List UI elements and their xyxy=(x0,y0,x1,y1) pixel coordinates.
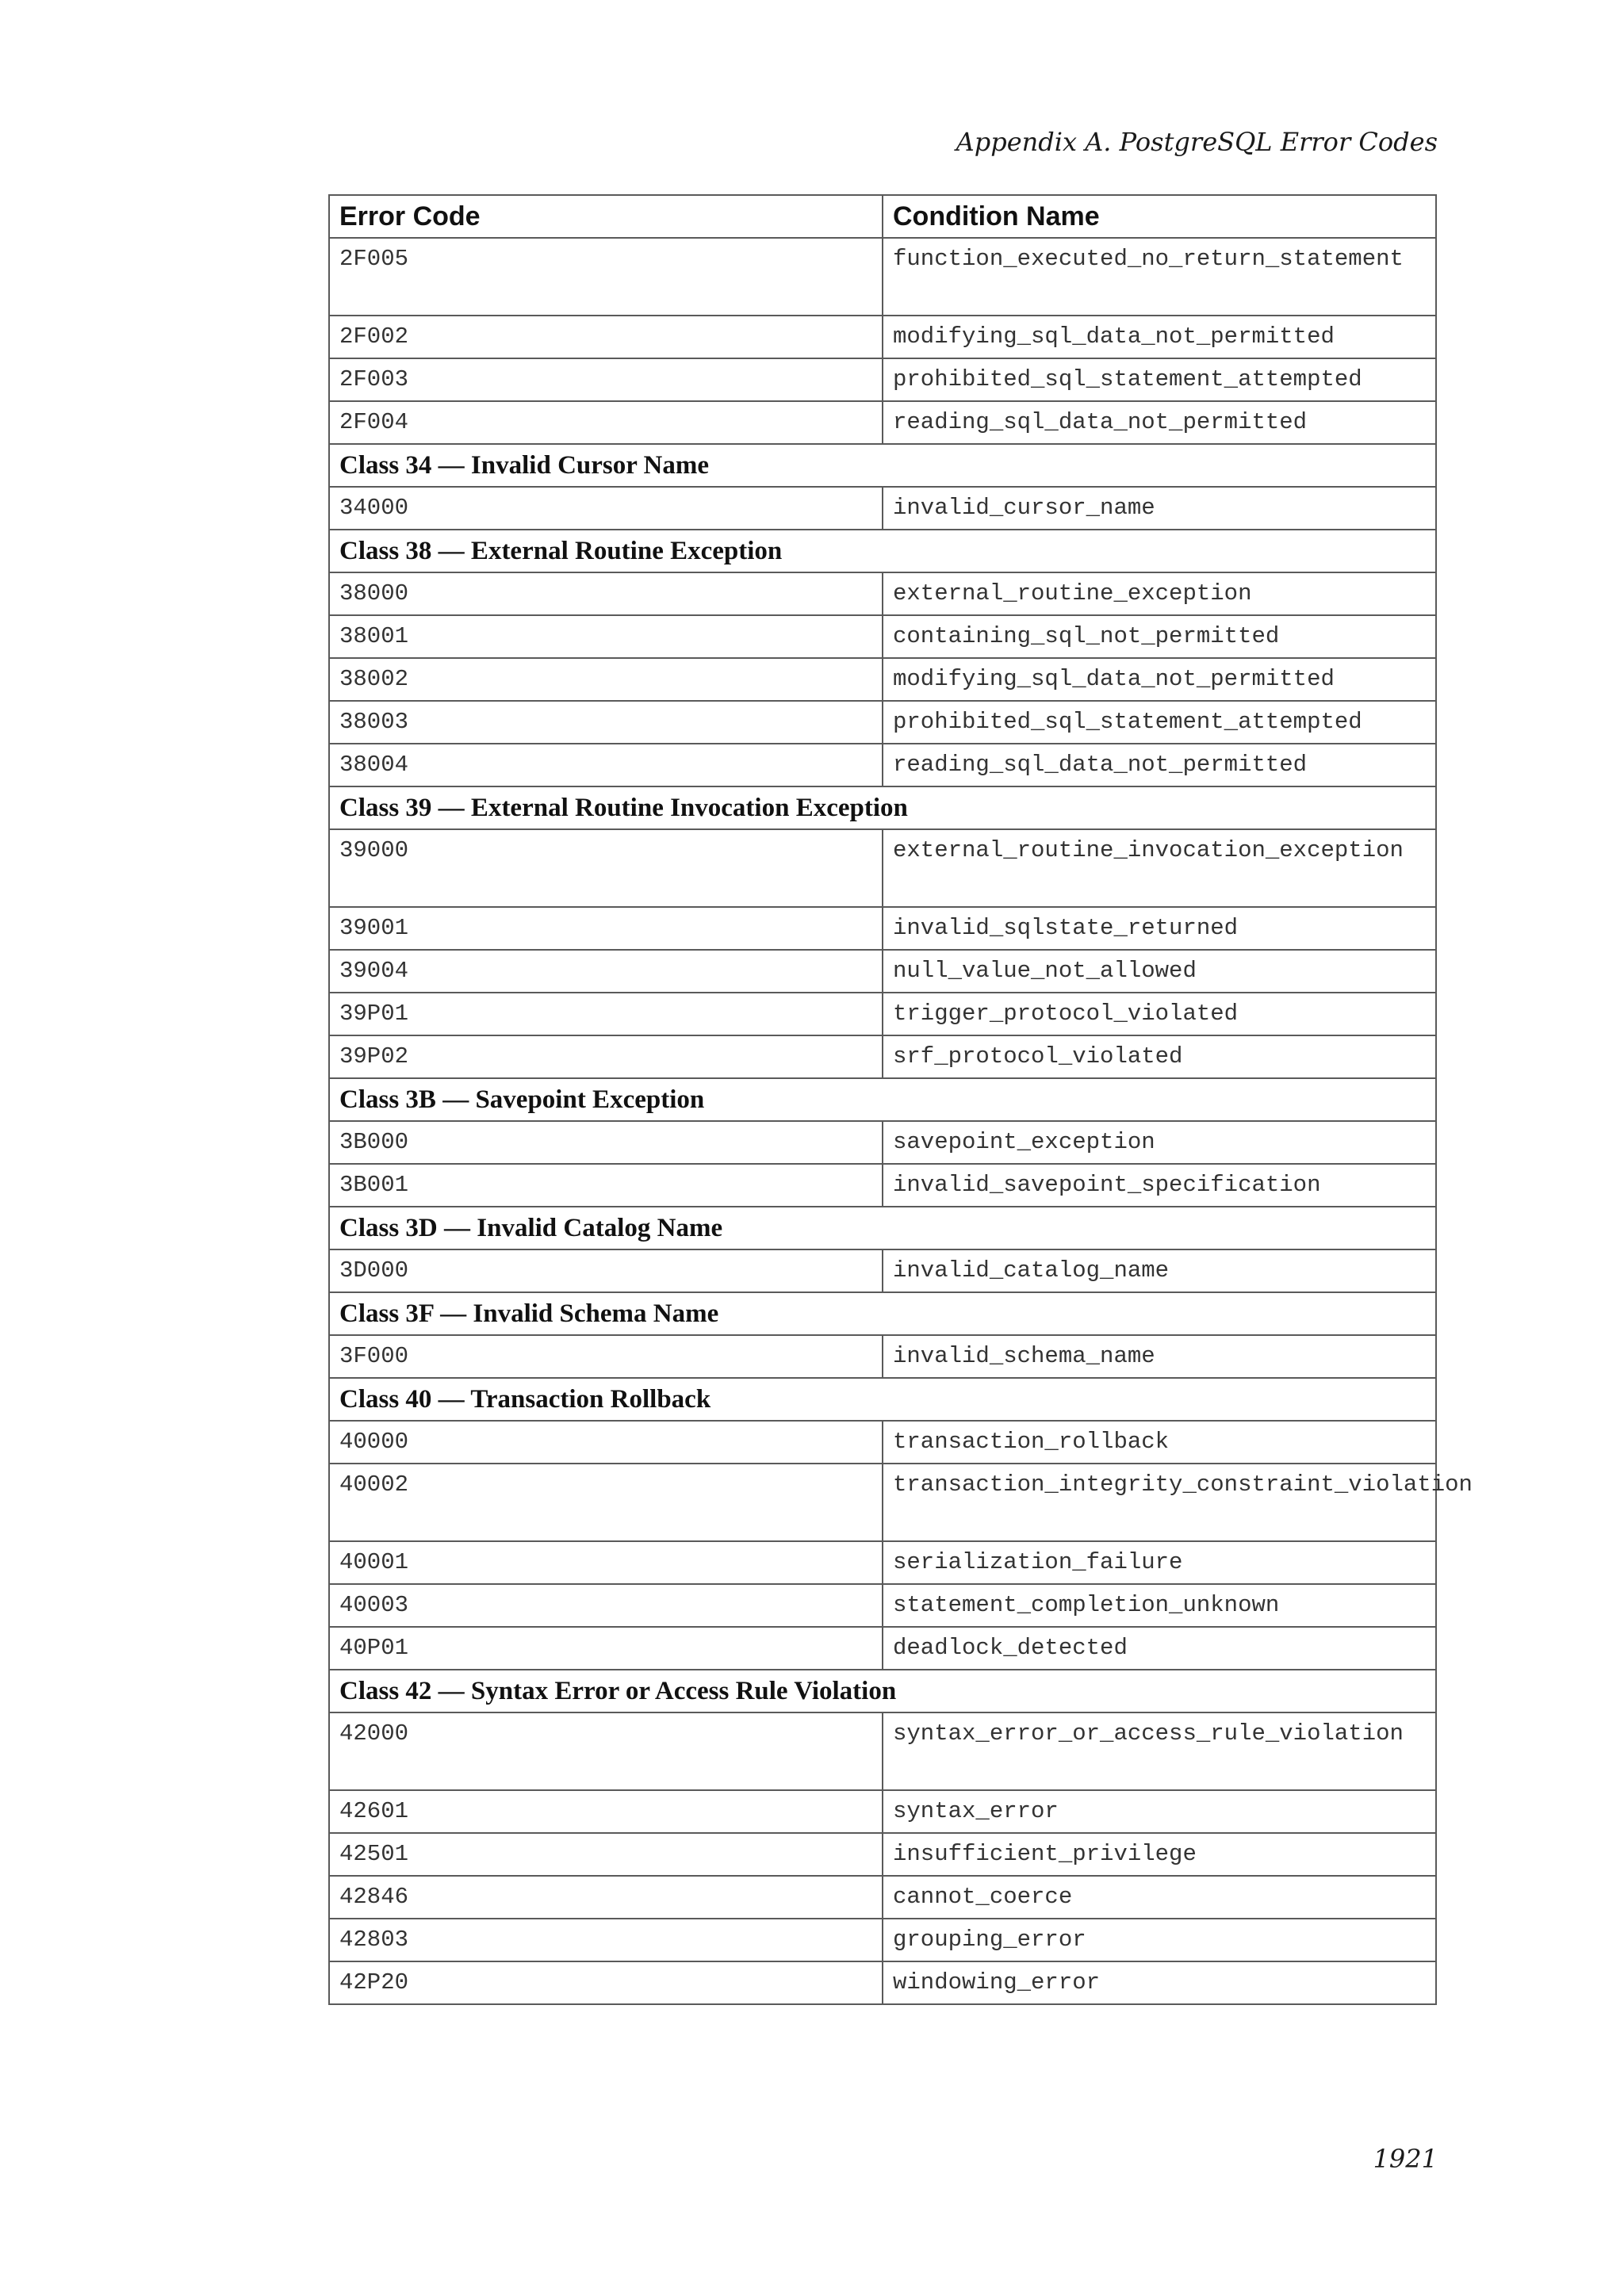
error-code-cell: 40001 xyxy=(329,1541,883,1584)
condition-name-cell: reading_sql_data_not_permitted xyxy=(883,744,1436,786)
condition-name-cell: deadlock_detected xyxy=(883,1627,1436,1670)
table-row xyxy=(329,1584,1436,1627)
condition-name-cell: syntax_error_or_access_rule_violation xyxy=(883,1712,1436,1790)
table-row xyxy=(329,1035,1436,1078)
condition-name-cell: external_routine_invocation_exception xyxy=(883,829,1436,907)
class-heading: Class 39 — External Routine Invocation Exception xyxy=(329,786,1436,829)
table-header-row xyxy=(329,195,1436,238)
condition-name-cell: syntax_error xyxy=(883,1790,1436,1833)
error-code-cell: 38003 xyxy=(329,701,883,744)
table-row xyxy=(329,401,1436,444)
condition-name-cell: serialization_failure xyxy=(883,1541,1436,1584)
condition-name-cell: statement_completion_unknown xyxy=(883,1584,1436,1627)
condition-name-cell: prohibited_sql_statement_attempted xyxy=(883,358,1436,401)
condition-name-cell: null_value_not_allowed xyxy=(883,950,1436,993)
table-row xyxy=(329,1541,1436,1584)
table-row xyxy=(329,358,1436,401)
class-heading: Class 3B — Savepoint Exception xyxy=(329,1078,1436,1121)
page-number: 1921 xyxy=(1373,2144,1438,2174)
error-code-cell: 39P01 xyxy=(329,993,883,1035)
condition-name-cell: modifying_sql_data_not_permitted xyxy=(883,316,1436,358)
class-heading: Class 34 — Invalid Cursor Name xyxy=(329,444,1436,487)
table-row xyxy=(329,1464,1436,1541)
column-header-error-code: Error Code xyxy=(329,195,883,238)
error-code-cell: 3D000 xyxy=(329,1249,883,1292)
class-heading-row xyxy=(329,786,1436,829)
condition-name-cell: transaction_integrity_constraint_violation xyxy=(883,1464,1436,1541)
class-heading-row xyxy=(329,1670,1436,1712)
table-row xyxy=(329,572,1436,615)
class-heading-row xyxy=(329,1078,1436,1121)
error-code-cell: 42803 xyxy=(329,1919,883,1961)
error-codes-table xyxy=(328,194,1473,2005)
error-code-cell: 40003 xyxy=(329,1584,883,1627)
error-code-cell: 2F004 xyxy=(329,401,883,444)
class-heading-row xyxy=(329,530,1436,572)
table-row xyxy=(329,829,1436,907)
table-row xyxy=(329,238,1436,316)
table-row xyxy=(329,1790,1436,1833)
error-code-cell: 38004 xyxy=(329,744,883,786)
error-code-cell: 40000 xyxy=(329,1421,883,1464)
table-row xyxy=(329,615,1436,658)
column-header-condition-name: Condition Name xyxy=(883,195,1436,238)
table-row xyxy=(329,1833,1436,1876)
class-heading: Class 3F — Invalid Schema Name xyxy=(329,1292,1436,1335)
table-row xyxy=(329,1627,1436,1670)
table-row xyxy=(329,1335,1436,1378)
condition-name-cell: external_routine_exception xyxy=(883,572,1436,615)
error-code-cell: 42601 xyxy=(329,1790,883,1833)
condition-name-cell: prohibited_sql_statement_attempted xyxy=(883,701,1436,744)
condition-name-cell: invalid_schema_name xyxy=(883,1335,1436,1378)
error-code-cell: 40002 xyxy=(329,1464,883,1541)
condition-name-cell: transaction_rollback xyxy=(883,1421,1436,1464)
class-heading-row xyxy=(329,444,1436,487)
class-heading: Class 38 — External Routine Exception xyxy=(329,530,1436,572)
table-row xyxy=(329,1249,1436,1292)
condition-name-cell: cannot_coerce xyxy=(883,1876,1436,1919)
table-row xyxy=(329,1421,1436,1464)
table-row xyxy=(329,907,1436,950)
table-row xyxy=(329,316,1436,358)
condition-name-cell: trigger_protocol_violated xyxy=(883,993,1436,1035)
error-code-cell: 42846 xyxy=(329,1876,883,1919)
table-row xyxy=(329,1712,1436,1790)
condition-name-cell: invalid_catalog_name xyxy=(883,1249,1436,1292)
running-header: Appendix A. PostgreSQL Error Codes xyxy=(956,127,1438,157)
error-code-cell: 3B001 xyxy=(329,1164,883,1207)
condition-name-cell: reading_sql_data_not_permitted xyxy=(883,401,1436,444)
error-code-cell: 42P20 xyxy=(329,1961,883,2004)
condition-name-cell: modifying_sql_data_not_permitted xyxy=(883,658,1436,701)
table-row xyxy=(329,744,1436,786)
condition-name-cell: srf_protocol_violated xyxy=(883,1035,1436,1078)
error-code-cell: 42501 xyxy=(329,1833,883,1876)
error-code-cell: 2F002 xyxy=(329,316,883,358)
condition-name-cell: function_executed_no_return_statement xyxy=(883,238,1436,316)
error-code-cell: 39004 xyxy=(329,950,883,993)
condition-name-cell: containing_sql_not_permitted xyxy=(883,615,1436,658)
class-heading: Class 40 — Transaction Rollback xyxy=(329,1378,1436,1421)
table-header xyxy=(329,195,1436,238)
error-code-cell: 34000 xyxy=(329,487,883,530)
table-body xyxy=(329,238,1473,2004)
error-code-cell: 40P01 xyxy=(329,1627,883,1670)
table-row xyxy=(329,1961,1436,2004)
condition-name-cell: invalid_cursor_name xyxy=(883,487,1436,530)
class-heading: Class 42 — Syntax Error or Access Rule Violation xyxy=(329,1670,1436,1712)
table-row xyxy=(329,487,1436,530)
table-row xyxy=(329,1876,1436,1919)
class-heading-row xyxy=(329,1292,1436,1335)
condition-name-cell: windowing_error xyxy=(883,1961,1436,2004)
class-heading-row xyxy=(329,1378,1436,1421)
error-code-cell: 38001 xyxy=(329,615,883,658)
condition-name-cell: grouping_error xyxy=(883,1919,1436,1961)
table-row xyxy=(329,1164,1436,1207)
condition-name-cell: insufficient_privilege xyxy=(883,1833,1436,1876)
error-code-cell: 3B000 xyxy=(329,1121,883,1164)
error-code-cell: 2F003 xyxy=(329,358,883,401)
error-code-cell: 39001 xyxy=(329,907,883,950)
condition-name-cell: invalid_sqlstate_returned xyxy=(883,907,1436,950)
error-code-cell: 2F005 xyxy=(329,238,883,316)
error-code-cell: 39000 xyxy=(329,829,883,907)
error-codes-table-container xyxy=(328,194,1473,2005)
table-row xyxy=(329,701,1436,744)
table-row xyxy=(329,658,1436,701)
error-code-cell: 39P02 xyxy=(329,1035,883,1078)
error-code-cell: 38000 xyxy=(329,572,883,615)
error-code-cell: 42000 xyxy=(329,1712,883,1790)
table-row xyxy=(329,1919,1436,1961)
table-row xyxy=(329,1121,1436,1164)
table-row xyxy=(329,993,1436,1035)
condition-name-cell: savepoint_exception xyxy=(883,1121,1436,1164)
condition-name-cell: invalid_savepoint_specification xyxy=(883,1164,1436,1207)
table-row xyxy=(329,950,1436,993)
class-heading: Class 3D — Invalid Catalog Name xyxy=(329,1207,1436,1249)
error-code-cell: 38002 xyxy=(329,658,883,701)
error-code-cell: 3F000 xyxy=(329,1335,883,1378)
class-heading-row xyxy=(329,1207,1436,1249)
